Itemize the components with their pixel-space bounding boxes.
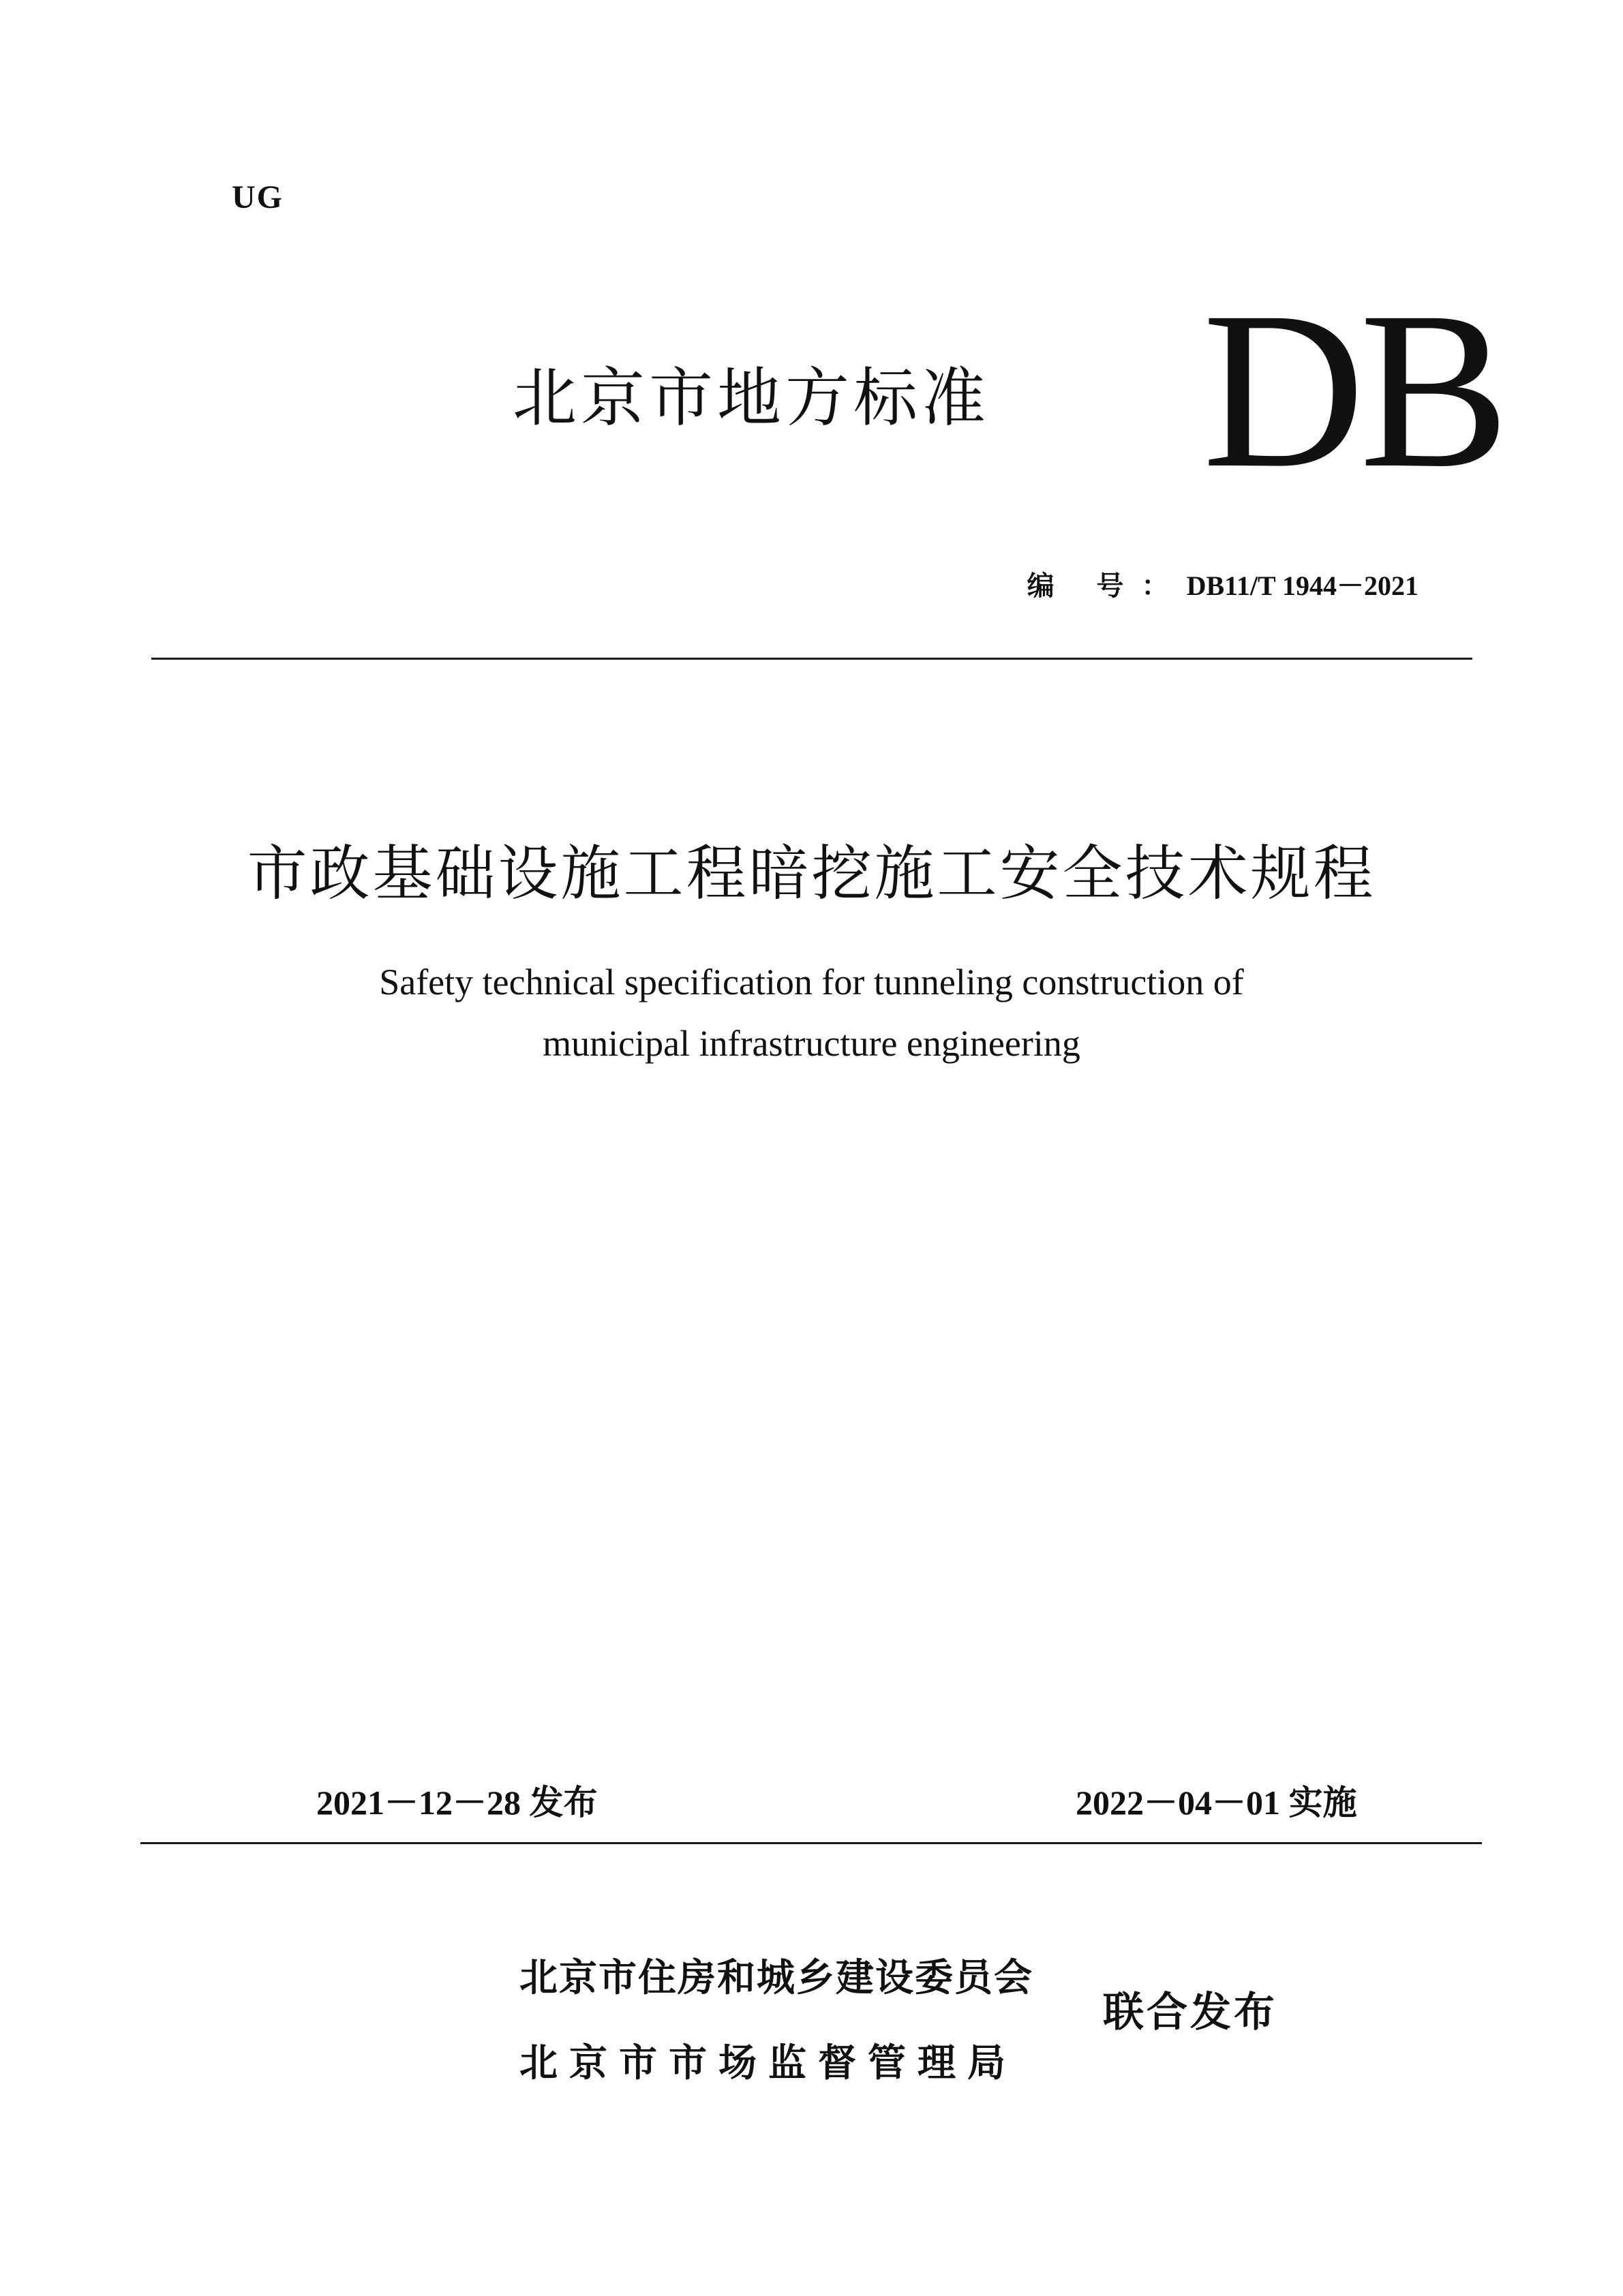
issuer-market-supervision: 北京市市场监督管理局 bbox=[519, 2041, 1017, 2085]
issuer-housing-commission: 北京市住房和城乡建设委员会 bbox=[519, 1956, 1033, 2000]
standard-number-value: DB11/T 1944－2021 bbox=[1186, 570, 1419, 601]
publish-date: 2021－12－28 发布 bbox=[316, 1784, 598, 1822]
document-title-english-line1: Safety technical specification for tunneling construction of bbox=[379, 962, 1244, 1002]
top-divider bbox=[151, 658, 1472, 660]
standard-number-label: 编 号： bbox=[1027, 570, 1187, 601]
effective-date: 2022－04－01 实施 bbox=[1076, 1784, 1357, 1822]
joint-issue-label: 联合发布 bbox=[1103, 1989, 1277, 2036]
bottom-divider bbox=[140, 1842, 1482, 1844]
document-title-chinese: 市政基础设施工程暗挖施工安全技术规程 bbox=[247, 838, 1376, 908]
standard-number bbox=[1027, 564, 1419, 603]
classification-code: UG bbox=[232, 179, 284, 215]
document-title-english-line2: municipal infrastructure engineering bbox=[543, 1023, 1080, 1064]
db-logo-mark: DB bbox=[1202, 266, 1504, 515]
standard-level-title: 北京市地方标准 bbox=[513, 361, 990, 435]
